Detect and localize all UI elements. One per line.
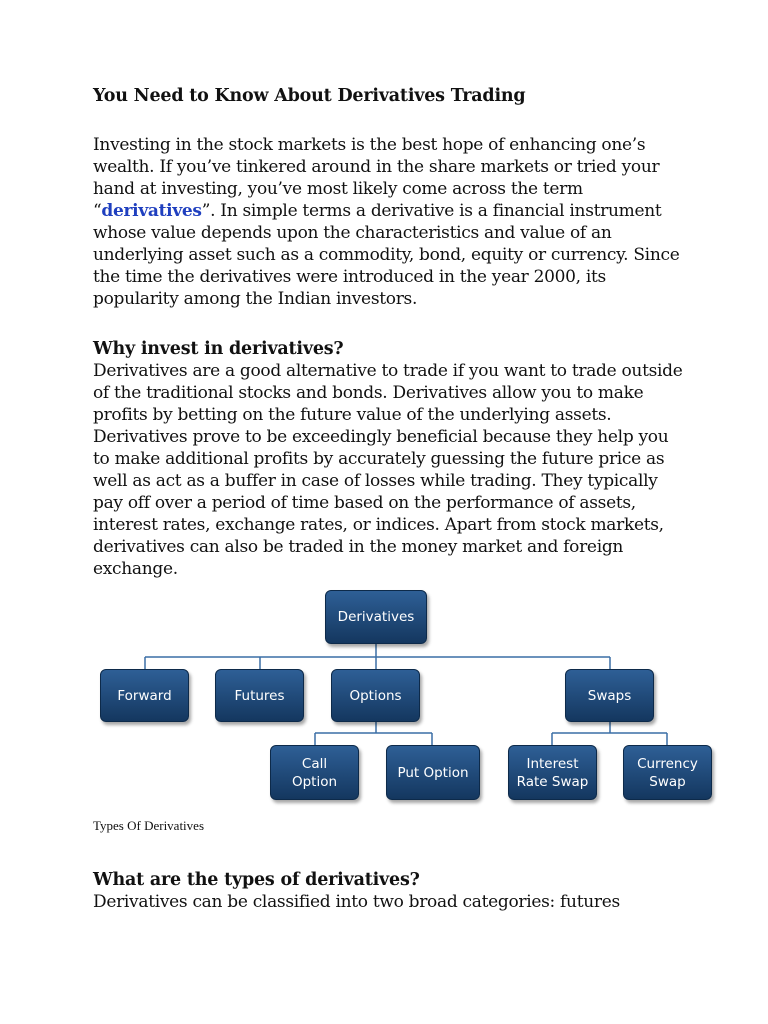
document-title: You Need to Know About Derivatives Trading	[93, 86, 526, 106]
node-derivatives: Derivatives	[325, 590, 427, 644]
intro-paragraph	[93, 134, 683, 310]
why-invest-heading: Why invest in derivatives?	[93, 339, 344, 359]
why-invest-paragraph: Derivatives are a good alternative to trade if you want to trade outside of the traditional stocks and bonds. Derivatives allow you to make profits by betting on the future value of the underlying assets. Derivatives prove to be exceedingly beneficial because they help you to make additional profits by accurately guessing the future price as well as act as a buffer in case of losses while trading. They typically pay off over a period of time based on the performance of assets, interest rates, exchange rates, or indices. Apart from stock markets, derivatives can also be traded in the money market and foreign exchange.	[93, 361, 683, 579]
diagram-caption: Types Of Derivatives	[93, 818, 205, 833]
node-futures: Futures	[215, 669, 304, 722]
node-swaps: Swaps	[565, 669, 654, 722]
types-heading: What are the types of derivatives?	[93, 870, 420, 890]
node-options: Options	[331, 669, 420, 722]
node-call-option: Call Option	[270, 745, 359, 800]
intro-text-start: Investing in the stock markets is the best hope of enhancing one’s wealth. If you’ve tinkered around in the share markets or tried your hand at investing, you’ve most likely come across the term “	[93, 135, 660, 221]
node-forward: Forward	[100, 669, 189, 722]
intro-text-end: ”. In simple terms a derivative is a financial instrument whose value depends upon the characteristics and value of an underlying asset such as a commodity, bond, equity or currency. Since the time the derivatives were introduced in the year 2000, its popularity among the Indian investors.	[93, 201, 680, 309]
derivatives-link[interactable]: derivatives	[101, 201, 202, 221]
node-put-option: Put Option	[386, 745, 480, 800]
document-body	[93, 86, 683, 580]
types-section	[93, 869, 693, 913]
node-interest-rate-swap: Interest Rate Swap	[508, 745, 597, 800]
types-paragraph: Derivatives can be classified into two broad categories: futures	[93, 892, 620, 912]
node-currency-swap: Currency Swap	[623, 745, 712, 800]
